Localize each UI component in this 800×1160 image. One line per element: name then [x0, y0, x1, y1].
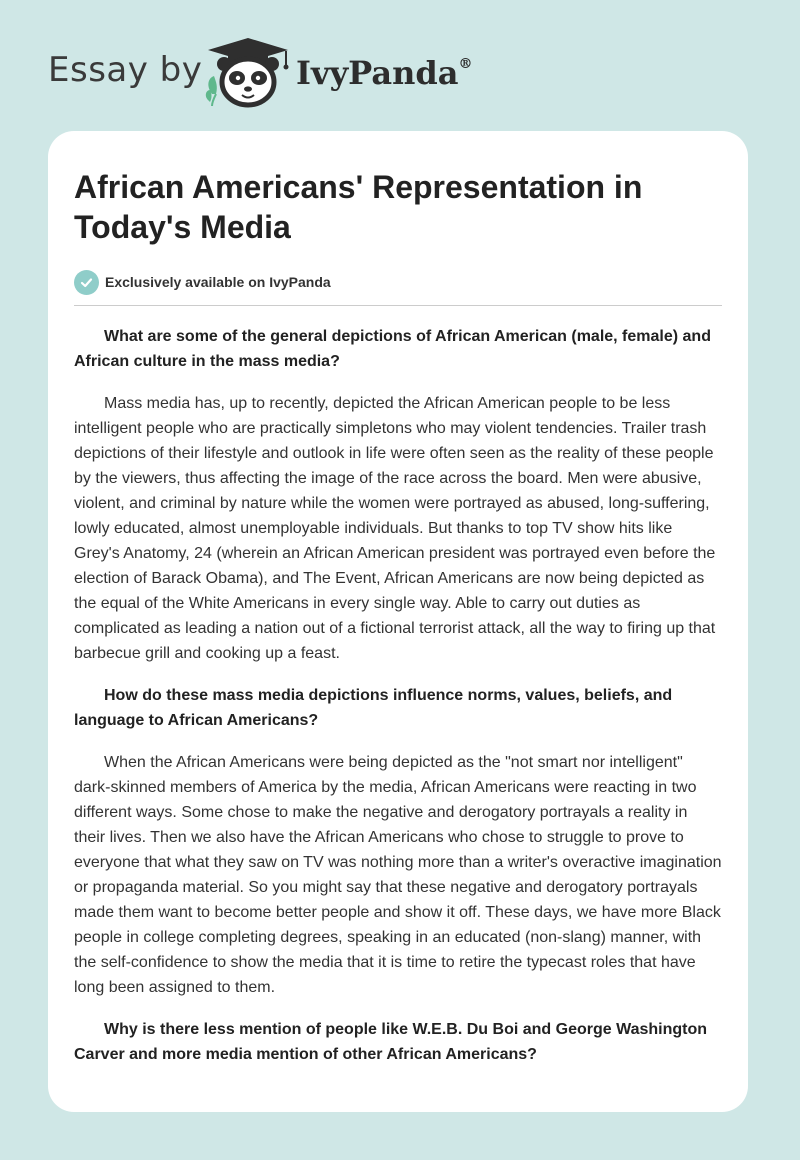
exclusive-badge — [74, 269, 722, 295]
registered-mark: ® — [458, 56, 473, 72]
answer-paragraph: Mass media has, up to recently, depicted the African American people to be less intelligent people who are practically simpletons who may violent tendencies. Trailer trash depictions of their lifestyle and outlook in life were often seen as the reality of these people by the viewers, thus affecting the image of the race across the board. Men were abusive, violent, and criminal by nature while the women were portrayed as abused, long-suffering, lowly educated, almost unemployable individuals. But thanks to top TV show hits like Grey's Anatomy, 24 (wherein an African American president was portrayed even before the election of Barack Obama), and The Event, African Americans are now being depicted as the equal of the White Americans in every single way. Able to carry out duties as complicated as leading a nation out of a fictional terrorist attack, all the way to firing up that barbecue grill and cooking up a feast. — [74, 395, 716, 662]
essay-by-label: Essay by — [48, 50, 203, 90]
question-paragraph: How do these mass media depictions influence norms, values, beliefs, and language to African Americans? — [74, 687, 673, 729]
answer-paragraph: When the African Americans were being depicted as the "not smart nor intelligent" dark-skinned members of America by the media, African Americans were reacting in two different ways. Some chose to make the negative and derogatory portrayals a reality in their lives. Then we also have the African Americans who chose to struggle to prove to everyone that what they saw on TV was nothing more than a writer's overactive imagination or propaganda material. So you might say that these negative and derogatory portrayals made them want to become better people and show it off. These days, we have more Black people in college completing degrees, speaking in an educated (non-slang) manner, with the self-confidence to show the media that it is time to retire the typecast roles that have long been assigned to them. — [74, 754, 722, 996]
ivypanda-logo-icon[interactable] — [202, 36, 292, 108]
check-icon — [74, 270, 99, 295]
essay-title: African Americans' Representation in Today's Media — [74, 169, 643, 245]
divider — [74, 305, 722, 306]
essay-card — [48, 131, 748, 1112]
question-paragraph: What are some of the general depictions of African American (male, female) and African culture in the mass media? — [74, 328, 711, 370]
site-header — [0, 0, 800, 130]
question-paragraph: Why is there less mention of people like W.E.B. Du Boi and George Washington Carver and more media mention of other African Americans? — [74, 1021, 708, 1063]
brand-name[interactable]: IvyPanda® — [296, 54, 473, 92]
exclusive-label: Exclusively available on IvyPanda — [105, 274, 331, 290]
essay-body — [74, 324, 722, 1067]
